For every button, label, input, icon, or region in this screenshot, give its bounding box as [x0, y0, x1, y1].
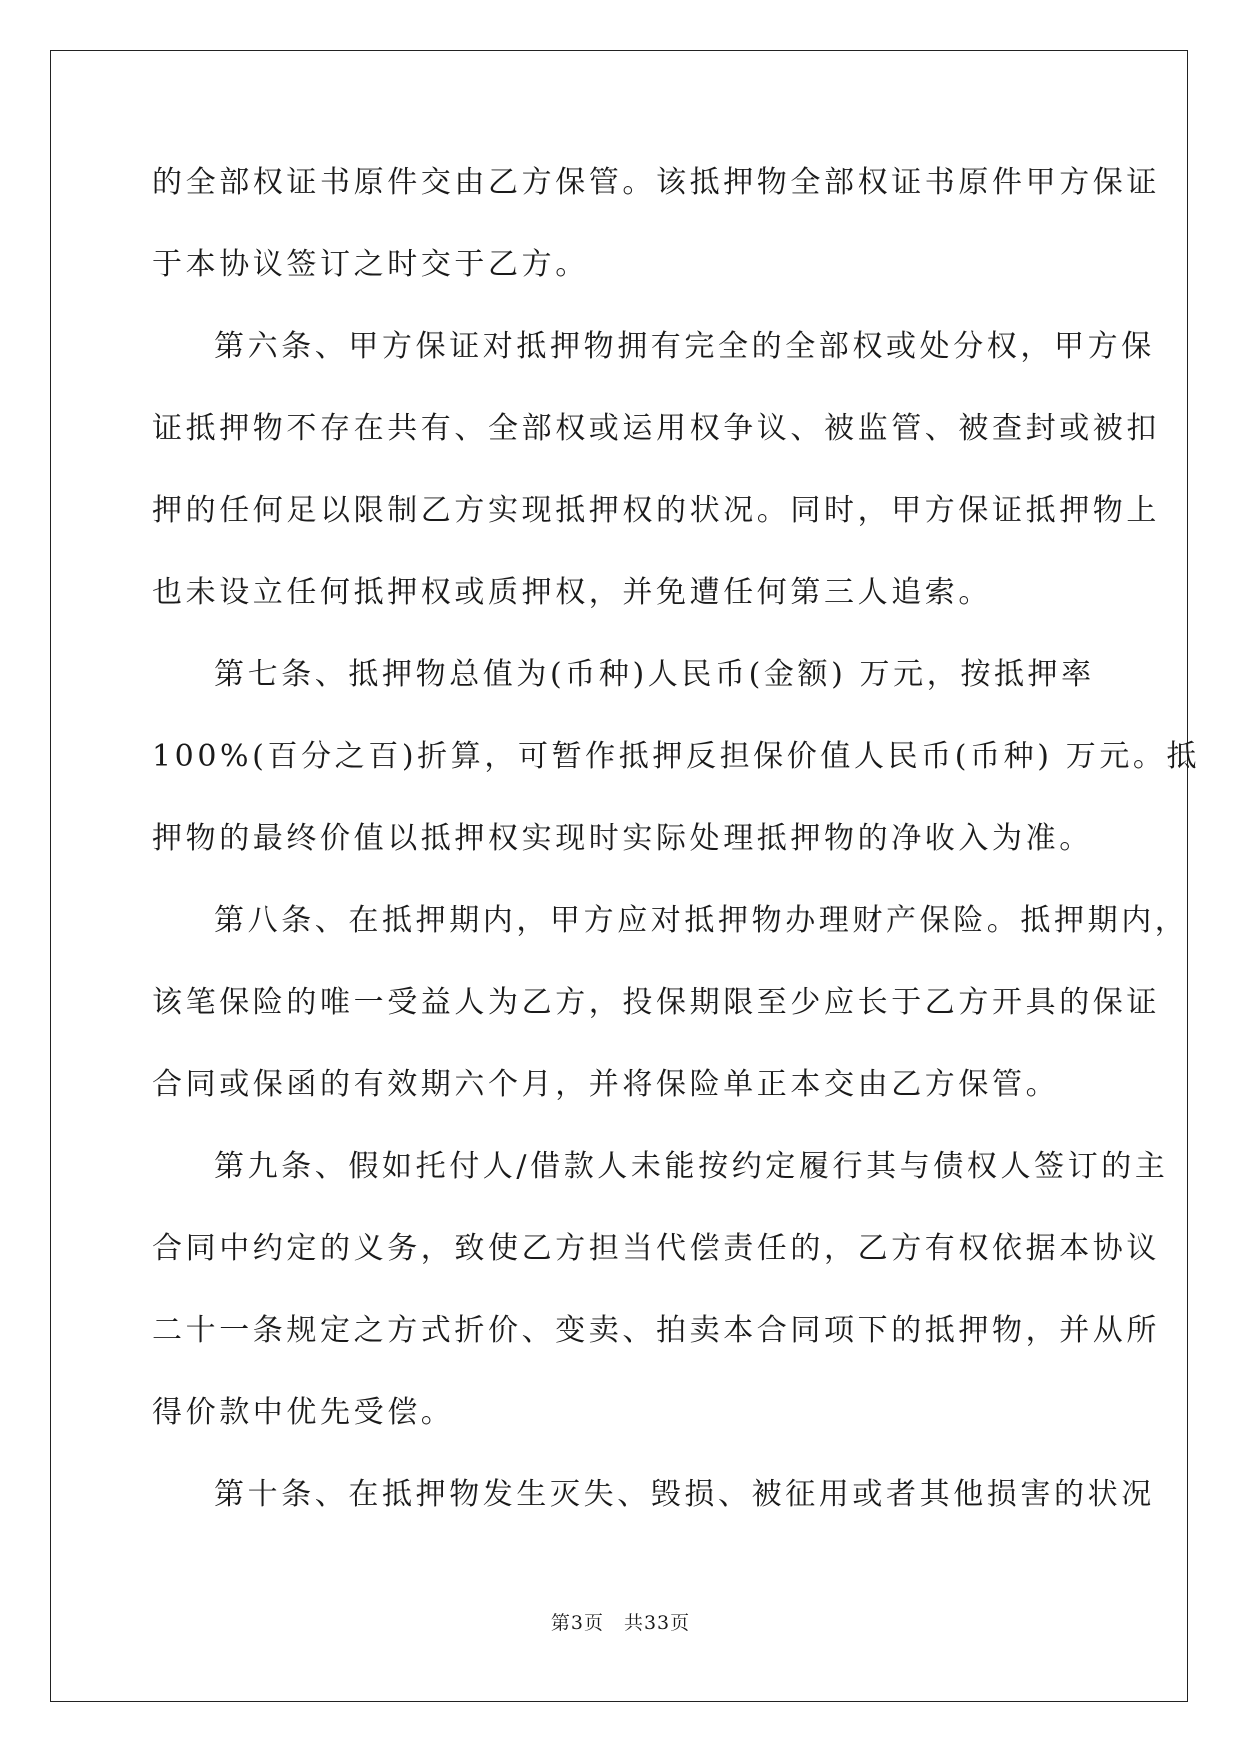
text-line: 该笔保险的唯一受益人为乙方，投保期限至少应长于乙方开具的保证 [152, 985, 1160, 1020]
text-line: 的全部权证书原件交由乙方保管。该抵押物全部权证书原件甲方保证 [152, 165, 1160, 200]
text-line: 证抵押物不存在共有、全部权或运用权争议、被监管、被查封或被扣 [152, 411, 1160, 446]
text-line: 第八条、在抵押期内，甲方应对抵押物办理财产保险。抵押期内， [214, 903, 1189, 938]
text-line: 合同中约定的义务，致使乙方担当代偿责任的，乙方有权依据本协议 [152, 1231, 1160, 1266]
text-line: 第六条、甲方保证对抵押物拥有完全的全部权或处分权，甲方保 [214, 329, 1155, 364]
text-line: 第十条、在抵押物发生灭失、毁损、被征用或者其他损害的状况 [214, 1477, 1155, 1512]
text-line: 第九条、假如托付人/借款人未能按约定履行其与债权人签订的主 [214, 1149, 1169, 1184]
text-line: 得价款中优先受偿。 [152, 1395, 455, 1430]
page-number-footer: 第3页 共33页 [550, 1612, 691, 1634]
text-line: 第七条、抵押物总值为(币种)人民币(金额) 万元，按抵押率 [214, 657, 1095, 692]
text-line: 押的任何足以限制乙方实现抵押权的状况。同时，甲方保证抵押物上 [152, 493, 1160, 528]
text-line: 合同或保函的有效期六个月，并将保险单正本交由乙方保管。 [152, 1067, 1060, 1102]
text-line: 100%(百分之百)折算，可暂作抵押反担保价值人民币(币种) 万元。抵 [152, 739, 1201, 774]
text-line: 也未设立任何抵押权或质押权，并免遭任何第三人追索。 [152, 575, 992, 610]
text-line: 于本协议签订之时交于乙方。 [152, 247, 589, 282]
text-line: 押物的最终价值以抵押权实现时实际处理抵押物的净收入为准。 [152, 821, 1093, 856]
text-line: 二十一条规定之方式折价、变卖、拍卖本合同项下的抵押物，并从所 [152, 1313, 1160, 1348]
document-body [152, 160, 1201, 1554]
